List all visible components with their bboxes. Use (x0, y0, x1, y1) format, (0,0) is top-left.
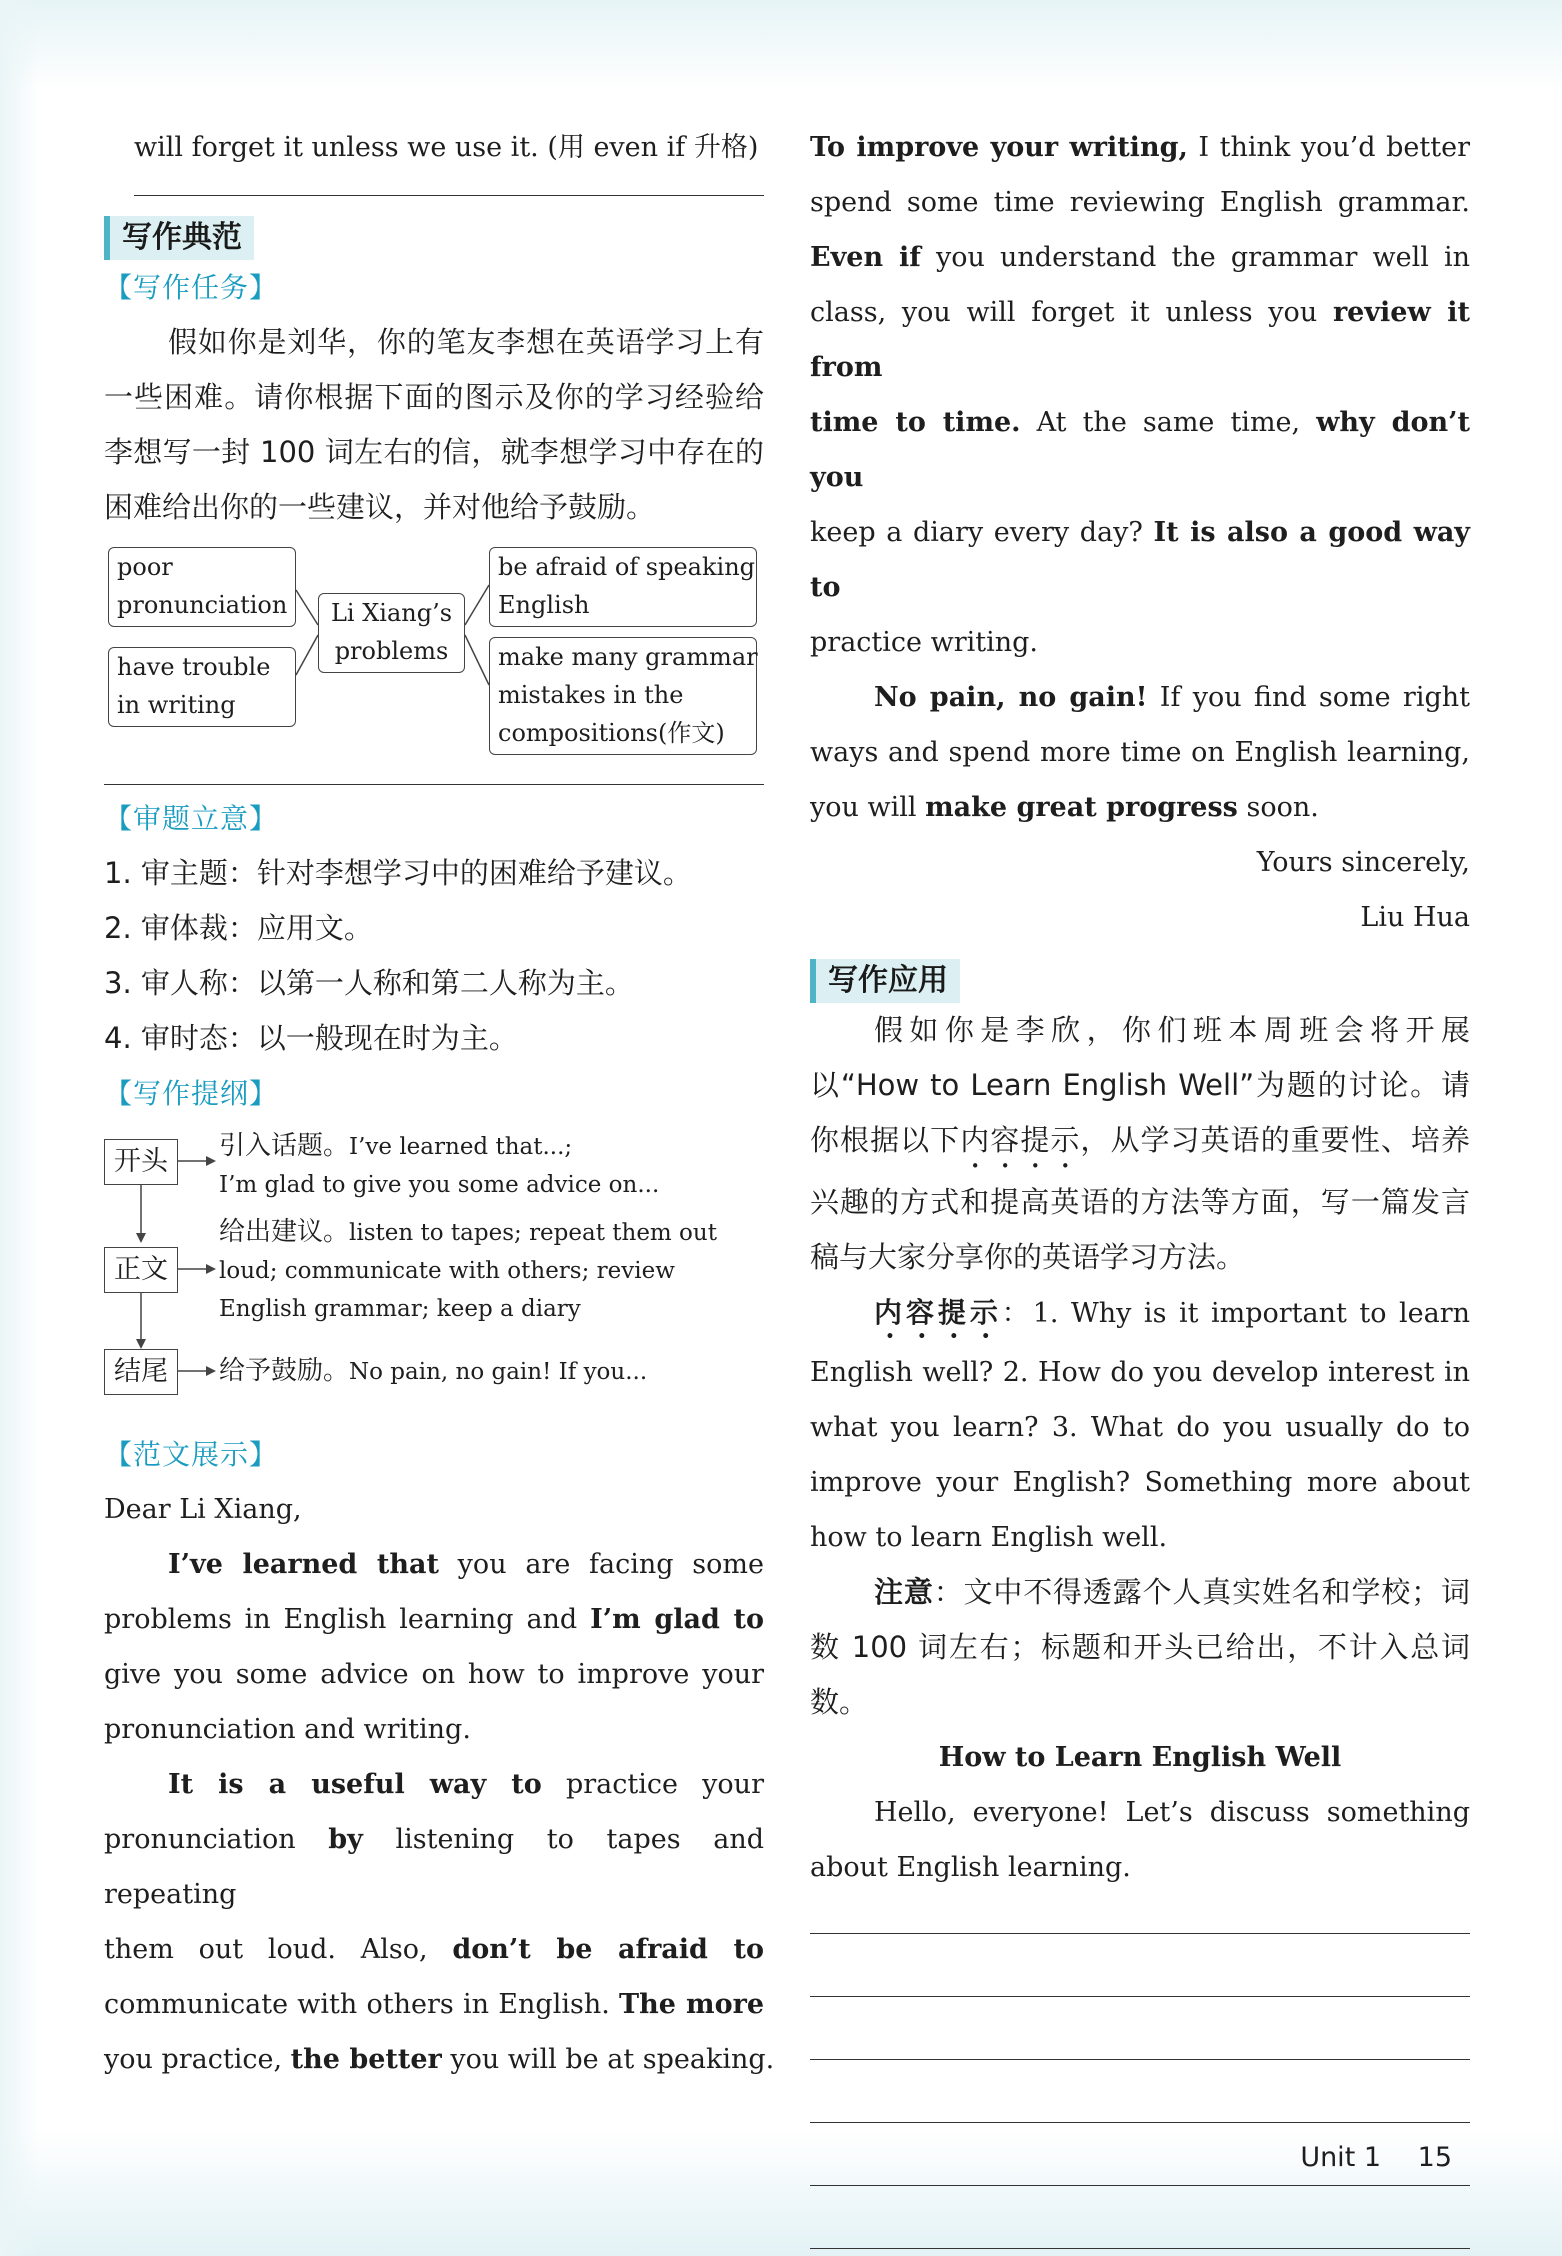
sample-paragraph-4: No pain, no gain! If you find some right ways and spend more time on English learning, you will make great progress soon. (810, 682, 1470, 823)
sample-paragraph-3: To improve your writing, I think you’d better spend some time reviewing English grammar. Even if you understand the grammar well in class, you will forget it unless you review it from time to time. At the same time, why don’t you keep a diary every day? It is also a good way to practice writing. (810, 132, 1470, 658)
letter-signature: Liu Hua (1360, 902, 1470, 933)
answer-line[interactable] (810, 1997, 1470, 2060)
answer-line[interactable] (810, 2060, 1470, 2123)
outline-heading: 【写作提纲】 (104, 1077, 279, 1110)
outline-label-body: 正文 (104, 1247, 178, 1293)
task-text: 假如你是刘华，你的笔友李想在英语学习上有一些困难。请你根据下面的图示及你的学习经验给李想写一封 100 词左右的信，就李想学习中存在的困难给出你的一些建议，并对他给予鼓励。 (104, 325, 764, 524)
page-footer (1300, 2142, 1452, 2173)
outline-label-begin: 开头 (104, 1139, 178, 1185)
mindmap-node-speaking: be afraid of speaking English (489, 547, 757, 627)
right-column (810, 120, 1470, 2249)
answer-line[interactable] (810, 1895, 1470, 1934)
mindmap-center-node: Li Xiang’s problems (318, 593, 465, 673)
sample-heading: 【范文展示】 (104, 1438, 279, 1471)
answer-rule (134, 175, 764, 196)
section-title-apply: 写作应用 (810, 959, 960, 1003)
content-hints: 内容提示：1. Why is it important to learn English well? 2. How do you develop interest in what you learn? 3. What do you usually do to improve your English? Something more about how to learn English well. (810, 1296, 1470, 1553)
analysis-item: 3. 审人称：以第一人称和第二人称为主。 (104, 966, 634, 1000)
mindmap-node-pronunciation: poor pronunciation (108, 547, 296, 627)
page-number: 15 (1417, 2142, 1452, 2173)
sample-paragraph-1: I’ve learned that you are facing some problems in English learning and I’m glad to give you some advice on how to improve your pronunciation and writing. (104, 1549, 764, 1745)
answer-area (810, 1895, 1470, 2249)
letter-closing: Yours sincerely, (1256, 847, 1470, 878)
essay-opening-line-2: about English learning. (810, 1852, 1131, 1883)
mindmap-node-writing: have trouble in writing (108, 647, 296, 727)
answer-line[interactable] (810, 2186, 1470, 2249)
exercise-line: will forget it unless we use it. (用 even if 升格) (134, 132, 759, 163)
left-column (104, 120, 775, 2087)
writing-notes: 注意：文中不得透露个人真实姓名和学校；词数 100 词左右；标题和开头已给出，不计入总词数。 (810, 1575, 1470, 1719)
mindmap-node-grammar: make many grammar mistakes in the compositions(作文) (489, 637, 757, 755)
divider (104, 760, 764, 785)
salutation: Dear Li Xiang, (104, 1494, 302, 1525)
analysis-item: 4. 审时态：以一般现在时为主。 (104, 1021, 518, 1055)
apply-task-text: 假如你是李欣，你们班本周班会将开展以“How to Learn English Well”为题的讨论。请你根据以下内容提示，从学习英语的重要性、培养兴趣的方式和提高英语的方法等方面，写一篇发言稿与大家分享你的英语学习方法。 (810, 1013, 1470, 1274)
answer-line[interactable] (810, 1934, 1470, 1997)
analysis-heading: 【审题立意】 (104, 802, 279, 835)
section-title-model: 写作典范 (104, 216, 254, 260)
outline-end-text: 给予鼓励。No pain, no gain! If you... (219, 1356, 648, 1386)
problem-mindmap (104, 545, 764, 760)
outline-begin-text: 引入话题。I’ve learned that...; I’m glad to give you some advice on... (219, 1131, 660, 1198)
analysis-item: 2. 审体裁：应用文。 (104, 911, 373, 945)
unit-label: Unit 1 (1300, 2142, 1382, 2173)
outline-body-text: 给出建议。listen to tapes; repeat them out loud; communicate with others; review English grammar; keep a diary (219, 1217, 717, 1322)
writing-outline (104, 1127, 764, 1427)
essay-title: How to Learn English Well (938, 1742, 1342, 1773)
essay-opening-line-1: Hello, everyone! Let’s discuss something (874, 1797, 1470, 1828)
analysis-item: 1. 审主题：针对李想学习中的困难给予建议。 (104, 856, 692, 890)
sample-paragraph-2: It is a useful way to practice your pronunciation by listening to tapes and repeating them out loud. Also, don’t be afraid to communicate with others in English. The more you practice, the better you will be at speaking. (104, 1769, 775, 2075)
outline-label-end: 结尾 (104, 1349, 178, 1395)
task-heading: 【写作任务】 (104, 271, 279, 304)
